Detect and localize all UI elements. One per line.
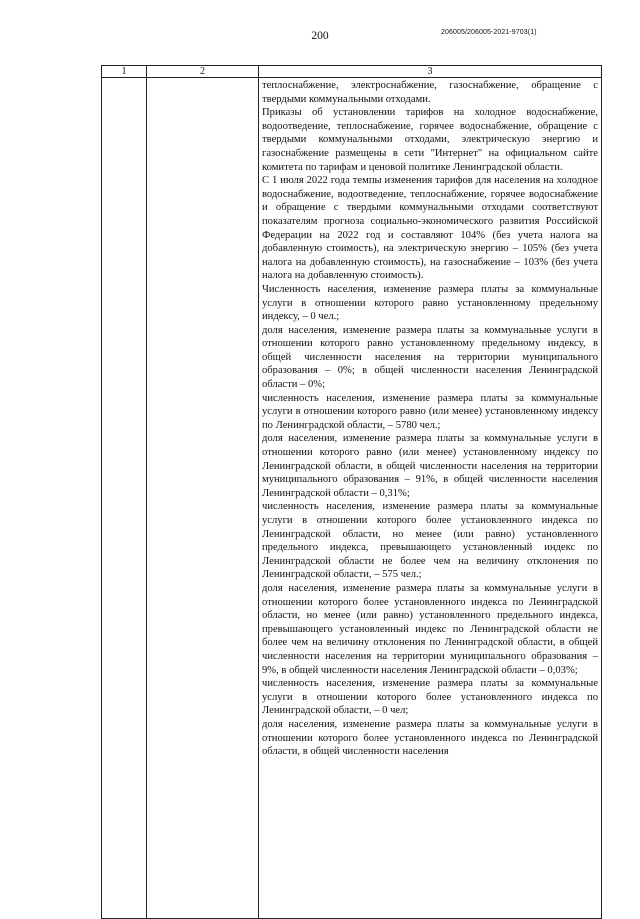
table-header-row	[102, 66, 602, 78]
paragraph: численность населения, изменение размера платы за коммунальные услуги в отношении которого более установленного индекса по Ленинградской области, но менее (или равно) установленного предельного индекса, превышающего установленный индекс по Ленинградской области не более чем на величину отклонения по Ленинградской области, – 575 чел.;	[262, 501, 598, 581]
paragraph: Численность населения, изменение размера платы за коммунальные услуги в отношении которого равно установленному предельному индексу, – 0 чел.;	[262, 283, 598, 323]
paragraph: теплоснабжение, электроснабжение, газоснабжение, обращение с твердыми коммунальными отходами.	[262, 80, 598, 105]
paragraph: С 1 июля 2022 года темпы изменения тарифов для населения на холодное водоснабжение, водоотведение, теплоснабжение, горячее водоснабжение и обращение с твердыми коммунальными отходами соответствуют показателям прогноза социально-экономического развития Российской Федерации на 2022 год и составляют 104% (без учета налога на добавленную стоимость), на электрическую энергию – 105% (без учета налога на добавленную стоимость), на газоснабжение – 103% (без учета налога на добавленную стоимость).	[262, 175, 598, 282]
table-body-row	[102, 78, 602, 919]
paragraph: Приказы об установлении тарифов на холодное водоснабжение, водоотведение, теплоснабжение, горячее водоснабжение, обращение с твердыми коммунальными отходами, электрическую энергию и газоснабжение размещены в сети "Интернет" на официальном сайте комитета по тарифам и ценовой политике Ленинградской области.	[262, 107, 598, 173]
document-table	[101, 65, 602, 919]
paragraph: доля населения, изменение размера платы за коммунальные услуги в отношении которого более установленного индекса по Ленинградской области, в общей численности населения	[262, 718, 598, 758]
paragraph: доля населения, изменение размера платы за коммунальные услуги в отношении которого более установленного индекса по Ленинградской области, но менее (или равно) установленного предельного индекса, превышающего установленный индекс по Ленинградской области не более чем на величину отклонения по Ленинградской области, в общей численности населения на территории муниципального образования – 9%, в общей численности населения Ленинградской области – 0,03%;	[262, 582, 598, 676]
paragraph: доля населения, изменение размера платы за коммунальные услуги в отношении которого равно (или менее) установленному индексу по Ленинградской области, в общей численности населения на территории муниципального образования – 91%, в общей численности населения Ленинградской области – 0,31%;	[262, 433, 598, 499]
column-header-3: 3	[259, 66, 602, 78]
column-header-2: 2	[147, 66, 259, 78]
cell-col-2	[147, 78, 259, 919]
body-text	[259, 78, 601, 918]
paragraph: численность населения, изменение размера платы за коммунальные услуги в отношении которого более установленного индекса по Ленинградской области, – 0 чел;	[262, 678, 598, 717]
cell-col-3	[259, 78, 602, 919]
column-header-1: 1	[102, 66, 147, 78]
paragraph: численность населения, изменение размера платы за коммунальные услуги в отношении которого равно (или менее) установленному индексу по Ленинградской области, – 5780 чел.;	[262, 392, 598, 431]
paragraph: доля населения, изменение размера платы за коммунальные услуги в отношении которого равно установленному предельному индексу, в общей численности населения на территории муниципального образования – 0%; в общей численности населения Ленинградской области – 0%;	[262, 324, 598, 391]
cell-col-1	[102, 78, 147, 919]
page-number: 200	[311, 30, 329, 42]
document-code: 206005/206005-2021-9703(1)	[441, 29, 537, 36]
